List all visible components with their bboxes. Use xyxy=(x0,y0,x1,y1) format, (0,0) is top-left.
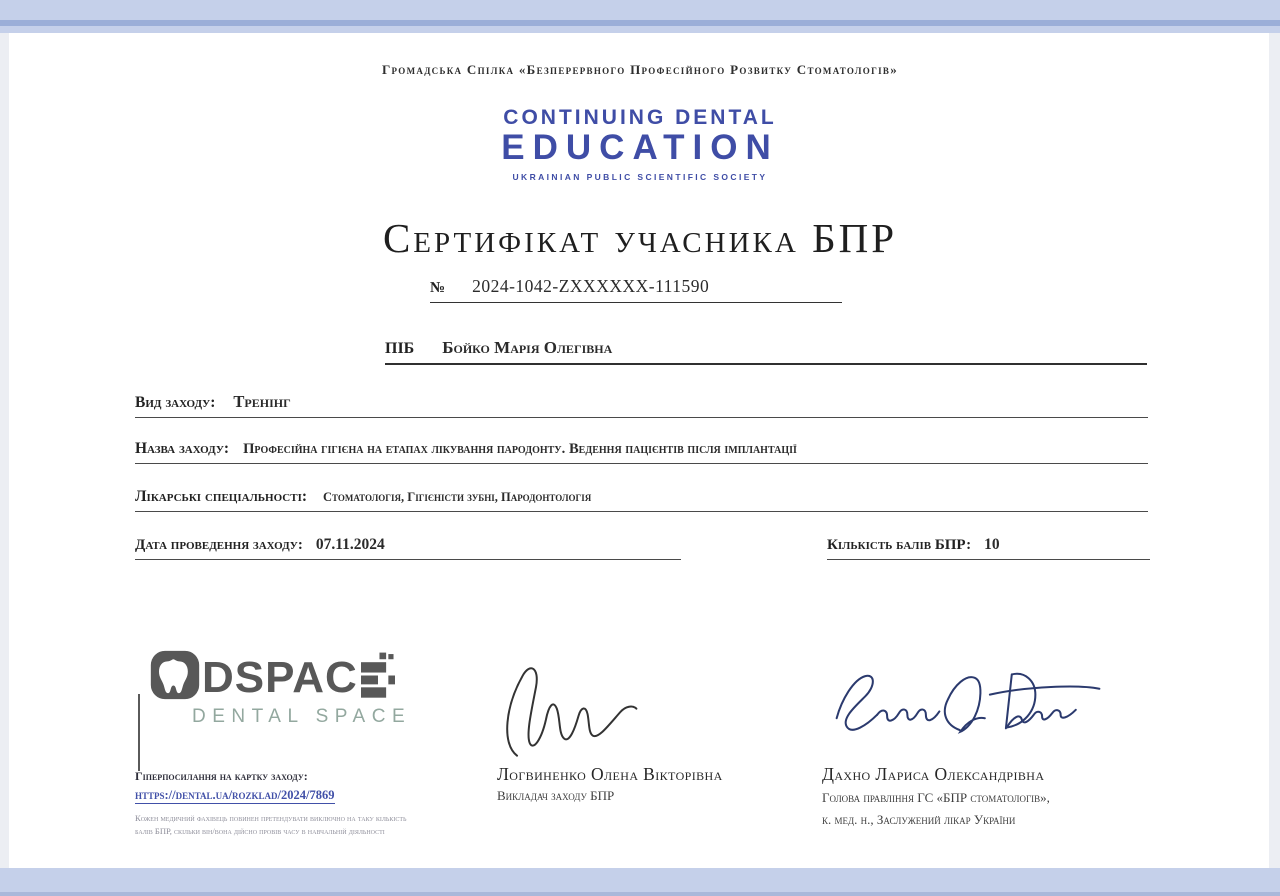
certificate-number: 2024-1042-ZXXXXXX-111590 xyxy=(472,276,710,296)
event-kind-label: Вид заходу: xyxy=(135,394,216,411)
event-name-value: Професійна гігієна на етапах лікування пародонту. Ведення пацієнтів після імплантації xyxy=(243,441,797,457)
head-signature-icon xyxy=(818,666,1118,751)
dspace-subtitle: DENTAL SPACE xyxy=(192,706,412,727)
tooth-icon xyxy=(150,650,200,705)
event-card-link-label: Гіперпосилання на картку заходу: xyxy=(135,769,308,783)
event-card-link[interactable]: https://dental.ua/rozklad/2024/7869 xyxy=(135,788,335,802)
bpr-points-value: 10 xyxy=(984,536,1000,553)
specialties-row xyxy=(135,488,1148,512)
top-accent-line xyxy=(0,20,1280,26)
event-kind-value: Тренінг xyxy=(233,392,291,411)
participant-name: Бойко Марія Олегівна xyxy=(442,338,613,357)
name-label: ПІБ xyxy=(385,340,415,357)
bpr-points-label: Кількість балів БПР: xyxy=(827,537,972,553)
dspace-logo xyxy=(150,650,395,705)
footer-divider-line xyxy=(138,694,140,771)
cde-logo-line1: CONTINUING DENTAL xyxy=(503,106,777,129)
certificate-number-row xyxy=(430,276,842,303)
event-name-label: Назва заходу: xyxy=(135,440,230,457)
bpr-points-row xyxy=(827,536,1150,560)
dspace-wordmark: DSPAC xyxy=(202,652,358,702)
head-role-line1: Голова правління ГС «БПР стоматологів», xyxy=(822,790,1050,805)
event-name-row xyxy=(135,440,1148,464)
specialties-value: Стоматологія, Гігієністи зубні, Пародонтологія xyxy=(323,490,592,504)
organization-name: Громадська Спілка «Безперервного Професійного Розвитку Стоматологів» xyxy=(381,62,899,77)
event-date-label: Дата проведення заходу: xyxy=(135,537,303,553)
lecturer-role: Викладач заходу БПР xyxy=(497,788,615,803)
head-name: Дахно Лариса Олександрівна xyxy=(822,764,1045,784)
dspace-e-icon xyxy=(361,652,395,704)
event-date-value: 07.11.2024 xyxy=(315,536,385,553)
cde-logo-subtitle: UKRAINIAN PUBLIC SCIENTIFIC SOCIETY xyxy=(512,172,768,183)
number-label: № xyxy=(430,280,446,296)
lecturer-name: Логвиненко Олена Вікторівна xyxy=(497,764,723,784)
head-role-line2: к. мед. н., Заслужений лікар України xyxy=(822,812,1016,827)
bottom-accent-line xyxy=(0,892,1280,896)
event-date-row xyxy=(135,536,681,560)
certificate-title: Сертифікат учасника БПР xyxy=(382,215,898,261)
cde-logo xyxy=(0,106,1280,182)
event-kind-row xyxy=(135,392,1148,418)
bpr-disclaimer: Кожен медичний фахівець повинен претендувати виключно на таку кількість балів БПР, скільки він/вона дійсно провів часу в навчальній діяльності xyxy=(135,813,407,836)
lecturer-signature-icon xyxy=(495,658,653,767)
participant-name-row xyxy=(385,338,1147,365)
specialties-label: Лікарські спеціальності: xyxy=(135,488,308,505)
cde-logo-line2: EDUCATION xyxy=(501,128,779,168)
